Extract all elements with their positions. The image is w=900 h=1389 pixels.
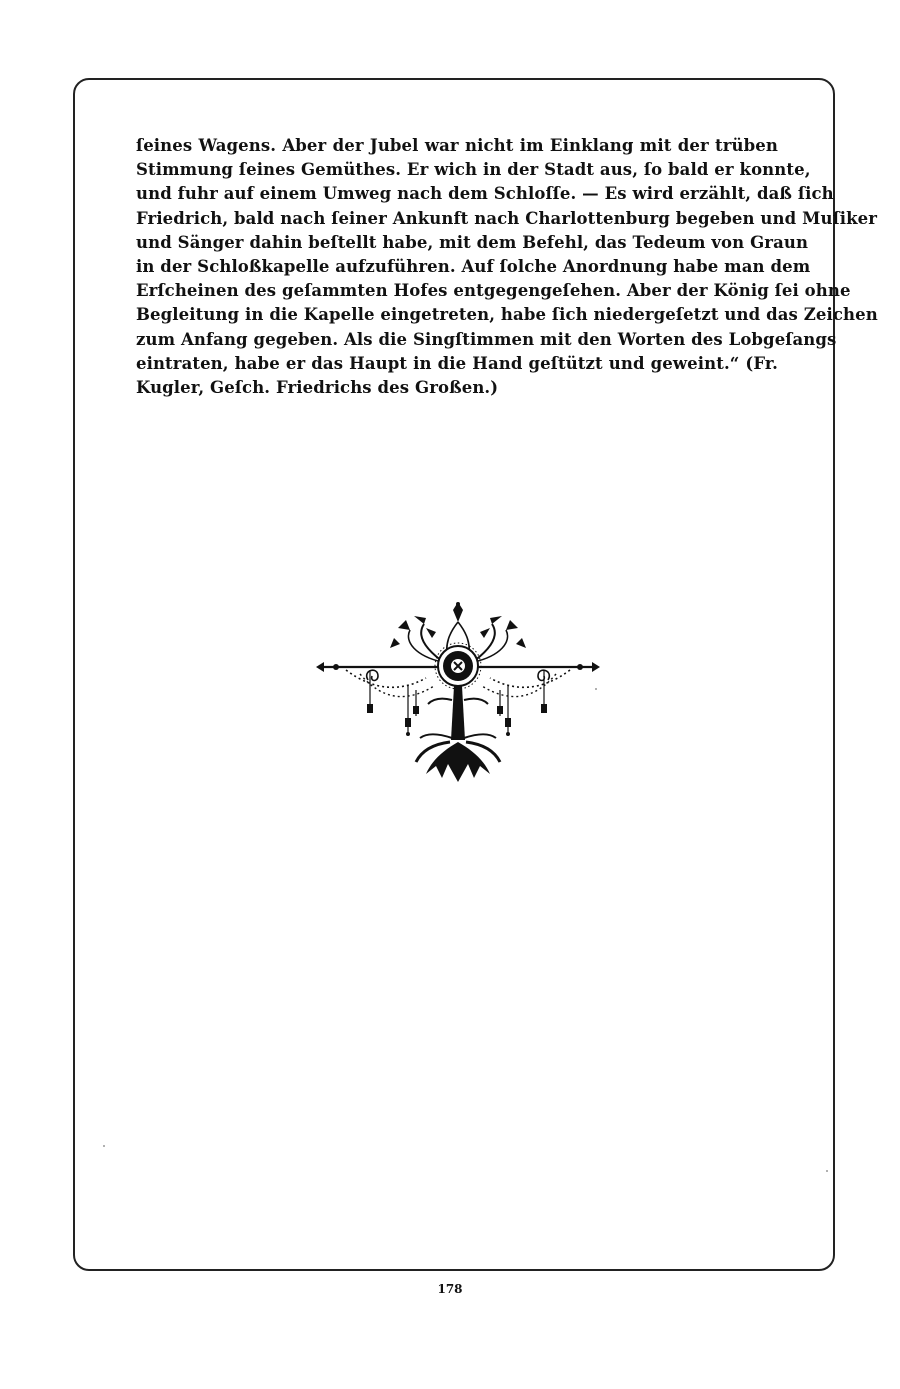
- text-line: ſeines Wagens. Aber der Jubel war nicht im Einklang mit der trüben: [136, 136, 778, 155]
- text-line: und Sänger dahin beſtellt habe, mit dem Befehl, das Tedeum von Graun: [136, 232, 809, 252]
- text-line: in der Schloßkapelle aufzuführen. Auf ſolche Anordnung habe man dem: [136, 257, 811, 277]
- text-line: Friedrich, bald nach ſeiner Ankunft nach Charlottenburg begeben und Muſiker: [136, 208, 878, 228]
- paper-speck: [595, 688, 597, 690]
- page-number: 178: [437, 1282, 463, 1296]
- text-line: Erſcheinen des geſammten Hofes entgegengeſehen. Aber der König ſei ohne: [136, 281, 851, 301]
- paper-speck: [826, 1170, 828, 1172]
- text-line: und fuhr auf einem Umweg nach dem Schloſſe. — Es wird erzählt, daß ſich: [136, 184, 834, 204]
- text-line: Kugler, Geſch. Friedrichs des Großen.): [136, 378, 499, 398]
- paper-speck: [103, 1145, 105, 1147]
- text-line: Stimmung ſeines Gemüthes. Er wich in der Stadt aus, ſo bald er konnte,: [136, 160, 811, 180]
- text-line: eintraten, habe er das Haupt in die Hand geſtützt und geweint.“ (Fr.: [136, 353, 778, 373]
- floral-vignette-ornament-icon: [316, 600, 600, 782]
- text-line: Begleitung in die Kapelle eingetreten, habe ſich niedergeſetzt und das Zeichen: [136, 305, 878, 325]
- body-text: [136, 134, 878, 400]
- text-line: zum Anfang gegeben. Als die Singſtimmen mit den Worten des Lobgeſangs: [136, 329, 837, 349]
